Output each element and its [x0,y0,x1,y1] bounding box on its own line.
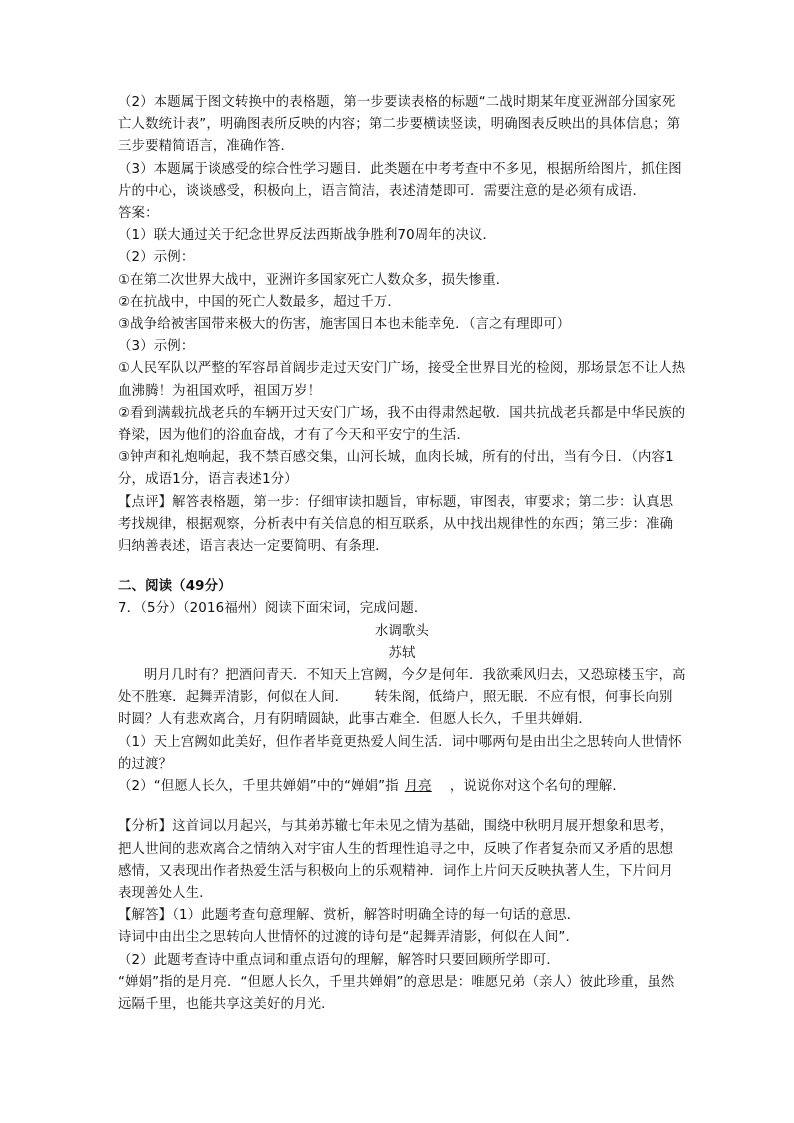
comment-paragraph: 【点评】解答表格题，第一步：仔细审读扣题旨，审标题，审图表，审要求；第二步：认真思考找规律，根据观察，分析表中有关信息的相互联系，从中找出规律性的东西；第三步：准确归纳善表述，语言表达一定要简明、有条理． [118,494,674,555]
sub-question-2 [118,776,686,798]
answer-3-item-2: ②看到满载抗战老兵的车辆开过天安门广场，我不由得肃然起敬．国共抗战老兵都是中华民族的脊梁，因为他们的浴血奋战，才有了今天和平安宁的生活． [118,405,686,444]
solution-2-answer: “婵娟”指的是月亮．“但愿人长久，千里共婵娟”的意思是：唯愿兄弟（亲人）彼此珍重，虽然远隔千里，也能共享这美好的月光． [118,974,675,1012]
sub-question-2-answer: 月亮 [404,779,432,795]
section-title: 二、阅读（49分） [118,579,232,595]
sub-question-2-before: （2）“但愿人长久，千里共婵娟”中的“婵娟”指 [118,779,399,795]
analysis-paragraph: 【分析】这首词以月起兴，与其弟苏辙七年未见之情为基础，围绕中秋明月展开想象和思考，把人世间的悲欢离合之情纳入对宇宙人生的哲理性追寻之中，反映了作者复杂而又矛盾的思想感情，又表现出作者热爱生活与积极向上的乐观精神．词作上片问天反映执著人生，下片问月表现善处人生． [118,819,674,901]
sub-question-1: （1）天上宫阙如此美好，但作者毕竟更热爱人间生活．词中哪两句是由出尘之思转向人世情怀的过渡？ [118,734,682,772]
poem-title: 水调歌头 [374,623,430,639]
solution-1-answer: 诗词中由出尘之思转向人世情怀的过渡的诗句是“起舞弄清影，何似在人间”． [118,930,580,946]
answer-2-item-1: ①在第二次世界大战中，亚洲许多国家死亡人数众多，损失惨重． [118,272,510,288]
answer-3-label: （3）示例： [118,339,195,355]
explanation-2: （2）本题属于图文转换中的表格题，第一步要读表格的标题“二战时期某年度亚洲部分国家死亡人数统计表”，明确图表所反映的内容；第二步要横读竖读，明确图表反映出的具体信息；第三步要精简语言，准确作答． [118,95,681,155]
answer-2-label: （2）示例： [118,250,195,266]
spacer [118,558,686,576]
solution-1: 【解答】（1）此题考查句意理解、赏析，解答时明确全诗的每一句话的意思． [118,908,581,924]
sub-question-2-after: ，说说你对这个名句的理解． [449,779,626,795]
answer-2-item-2: ②在抗战中，中国的死亡人数最多，超过千万． [118,294,401,310]
answer-2-item-3: ③战争给被害国带来极大的伤害，施害国日本也未能幸免．（言之有理即可） [118,317,571,333]
answer-heading: 答案： [118,206,159,222]
spacer [118,798,686,816]
solution-2: （2）此题考查诗中重点词和重点语句的理解，解答时只要回顾所学即可． [118,952,560,968]
poem-text: 明月几时有？把酒问青天．不知天上宫阙，今夕是何年．我欲乘风归去，又恐琼楼玉宇，高处不胜寒．起舞弄清影，何似在人间． 转朱阁，低绮户，照无眠．不应有恨，何事长向别时圆？人有悲欢离合，月有阴晴圆缺，此事古难全．但愿人长久，千里共婵娟． [118,668,686,728]
document-page [118,92,686,1016]
answer-3-item-1: ①人民军队以严整的军容昂首阔步走过天安门广场，接受全世界目光的检阅，那场景怎不让人热血沸腾！为祖国欢呼，祖国万岁！ [118,361,686,399]
answer-1: （1）联大通过关于纪念世界反法西斯战争胜利70周年的决议． [118,228,497,244]
question-7-stem: 7．（5分）（2016福州）阅读下面宋词，完成问题． [118,601,428,617]
explanation-3: （3）本题属于谈感受的综合性学习题目．此类题在中考考查中不多见，根据所给图片，抓住图片的中心，谈谈感受，积极向上，语言简洁，表述清楚即可．需要注意的是必须有成语． [118,161,682,199]
poem-author: 苏轼 [388,645,416,661]
answer-3-item-3: ③钟声和礼炮响起，我不禁百感交集，山河长城，血肉长城，所有的付出，当有今日．（内容1分，成语1分，语言表述1分） [118,450,674,488]
